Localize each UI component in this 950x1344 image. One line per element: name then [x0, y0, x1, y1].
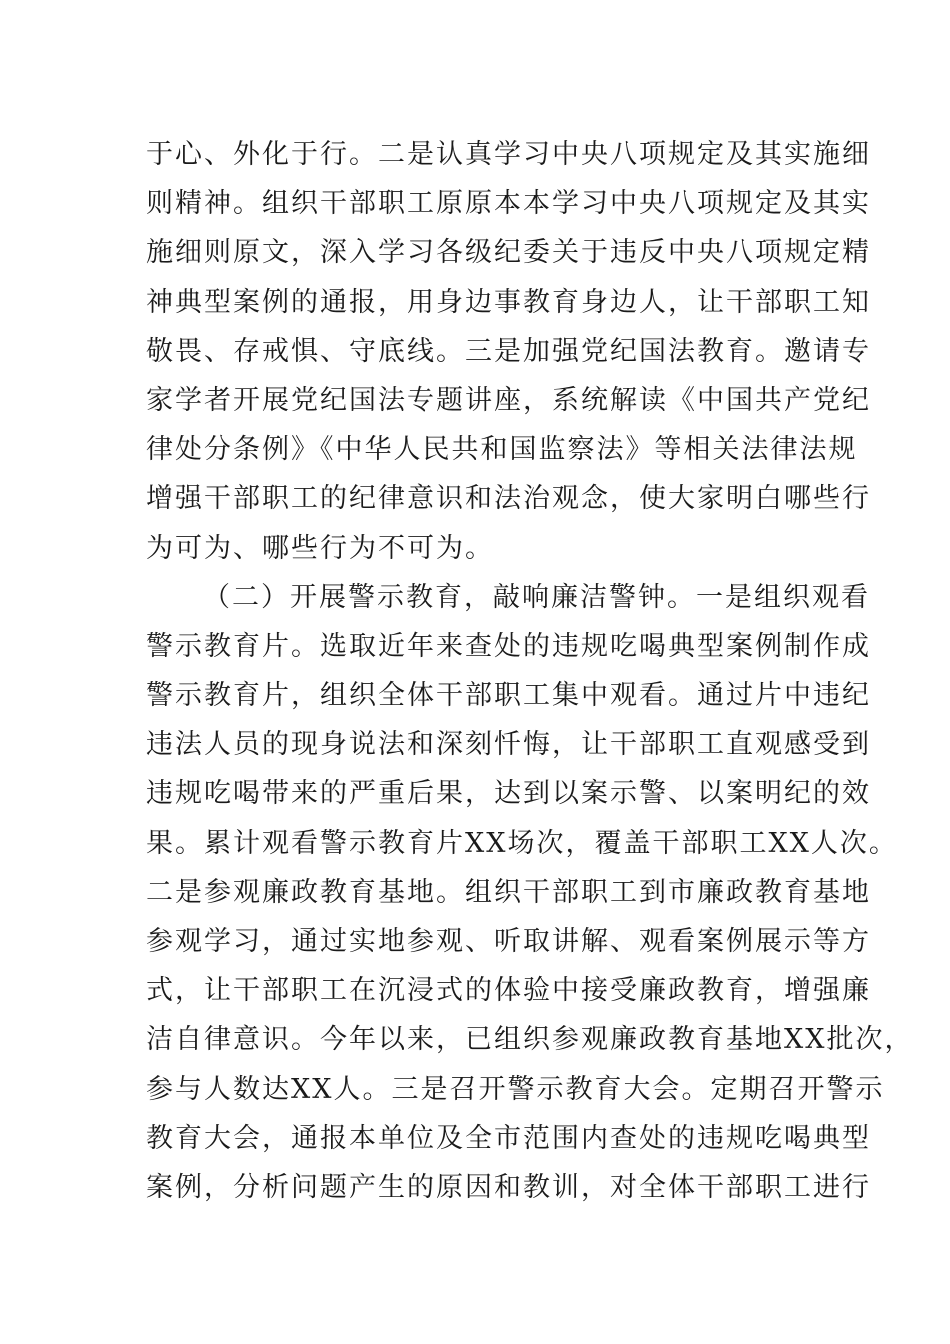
- text-line: 违规吃喝带来的严重后果，达到以案示警、以案明纪的效: [146, 778, 871, 810]
- text-line: 则精神。组织干部职工原原本本学习中央八项规定及其实: [146, 188, 871, 220]
- section-heading-line: （二）开展警示教育，敲响廉洁警钟。一是组织观看: [203, 581, 870, 613]
- text-line: 果。累计观看警示教育片XX场次，覆盖干部职工XX人次。: [146, 827, 898, 859]
- text-line: 违法人员的现身说法和深刻忏悔，让干部职工直观感受到: [146, 729, 871, 761]
- text-line: 二是参观廉政教育基地。组织干部职工到市廉政教育基地: [146, 876, 871, 908]
- text-line: 教育大会，通报本单位及全市范围内查处的违规吃喝典型: [146, 1122, 871, 1154]
- text-line: 参与人数达XX人。三是召开警示教育大会。定期召开警示: [146, 1073, 885, 1105]
- text-line: 敬畏、存戒惧、守底线。三是加强党纪国法教育。邀请专: [146, 335, 871, 367]
- text-line: 警示教育片。选取近年来查处的违规吃喝典型案例制作成: [146, 630, 871, 662]
- text-line: 神典型案例的通报，用身边事教育身边人，让干部职工知: [146, 286, 871, 318]
- text-line: 增强干部职工的纪律意识和法治观念，使大家明白哪些行: [146, 483, 871, 515]
- text-line: 式，让干部职工在沉浸式的体验中接受廉政教育，增强廉: [146, 975, 871, 1007]
- document-body: [146, 130, 914, 1212]
- text-line: 为可为、哪些行为不可为。: [146, 532, 494, 564]
- text-line: 于心、外化于行。二是认真学习中央八项规定及其实施细: [146, 139, 871, 170]
- text-line: 案例，分析问题产生的原因和教训，对全体干部职工进行: [146, 1171, 871, 1203]
- text-line: 律处分条例》《中华人民共和国监察法》等相关法律法规: [146, 434, 858, 466]
- text-line: 洁自律意识。今年以来，已组织参观廉政教育基地XX批次，: [146, 1024, 914, 1056]
- text-line: 家学者开展党纪国法专题讲座，系统解读《中国共产党纪: [146, 384, 871, 416]
- text-line: 参观学习，通过实地参观、听取讲解、观看案例展示等方: [146, 926, 871, 957]
- text-line: 施细则原文，深入学习各级纪委关于违反中央八项规定精: [146, 237, 871, 269]
- text-line: 警示教育片，组织全体干部职工集中观看。通过片中违纪: [146, 680, 871, 712]
